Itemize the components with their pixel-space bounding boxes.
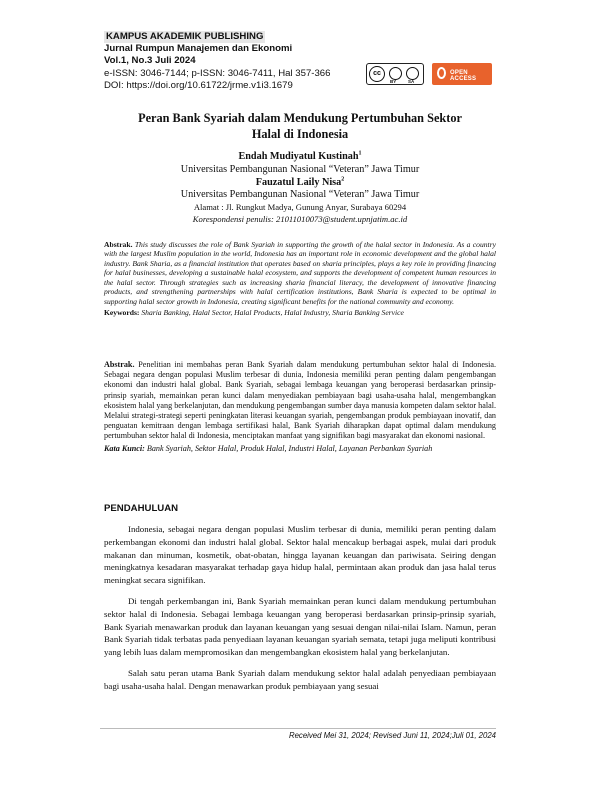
- abstract-en-label: Abstrak.: [104, 240, 133, 249]
- abstract-id-label: Abstrak.: [104, 360, 135, 369]
- doi-link[interactable]: DOI: https://doi.org/10.61722/jrme.v1i3.1679: [104, 79, 293, 91]
- sa-label: SA: [408, 79, 415, 84]
- author-2-sup: 2: [341, 176, 345, 183]
- author-1-sup: 1: [358, 150, 362, 157]
- paragraph: Salah satu peran utama Bank Syariah dalam mendukung sektor halal adalah penyediaan pembiayaan bagi usaha-usaha halal. Dengan menawarkan produk pembiayaan yang sesuai: [104, 667, 496, 691]
- license-badges: [366, 63, 492, 85]
- title-line-1: Peran Bank Syariah dalam Mendukung Pertumbuhan Sektor: [138, 111, 462, 125]
- paragraph: Di tengah perkembangan ini, Bank Syariah memainkan peran kunci dalam mendukung pertumbuhan sektor halal di Indonesia. Sebagai lembaga keuangan yang beroperasi berdasarkan prinsip-prinsip syariah, Bank Syariah menawarkan produk dan layanan keuangan yang sesuai dengan nilai-nilai Islam. Namun, peran Bank Syariah tidak terbatas pada penyediaan layanan keuangan syariah semata, tetapi juga meliputi kontribusi yang lebih luas dalam mempromosikan dan mengembangkan ekosistem halal yang berkelanjutan.: [104, 595, 496, 658]
- author-2-affiliation: Universitas Pembangunan Nasional “Veteran” Jawa Timur: [180, 189, 420, 201]
- paragraph: Indonesia, sebagai negara dengan populasi Muslim terbesar di dunia, memiliki peran penting dalam perkembangan ekonomi dan industri halal global. Sektor halal mencakup berbagai aspek, mulai dari produk makanan dan minuman, kosmetik, obat-obatan, hingga layanan keuangan dan pariwisata. Seiring dengan meningkatnya kesadaran masyarakat terhadap gaya hidup halal, permintaan akan produk dan jasa halal terus meningkat secara signifikan.: [104, 524, 496, 586]
- title-line-2: Halal di Indonesia: [251, 127, 349, 141]
- keywords-en: Sharia Banking, Halal Sector, Halal Products, Halal Industry, Sharia Banking Service: [141, 308, 404, 318]
- open-access-badge[interactable]: [432, 63, 492, 85]
- cc-label: cc: [369, 66, 385, 82]
- open-access-label: OPEN ACCESS: [450, 70, 477, 82]
- section-heading: PENDAHULUAN: [104, 503, 179, 514]
- author-2: [100, 177, 500, 190]
- abstract-english: [104, 240, 496, 318]
- cc-by-sa-icon[interactable]: [366, 63, 424, 85]
- correspondence-email[interactable]: Korespondensi penulis: 21011010073@student.upnjatim.ac.id: [192, 213, 408, 224]
- by-label: BY: [390, 79, 397, 84]
- received-dates: Received Mei 31, 2024; Revised Juni 11, 2024;Juli 01, 2024: [100, 728, 496, 740]
- keywords-id: Bank Syariah, Sektor Halal, Produk Halal, Industri Halal, Layanan Perbankan Syariah: [146, 443, 433, 453]
- keywords-id-label: Kata Kunci:: [104, 443, 145, 453]
- abstract-id-text: Penelitian ini membahas peran Bank Syariah dalam mendukung pertumbuhan sektor halal di Indonesia. Sebagai negara dengan populasi Muslim terbesar di dunia, Indonesia memiliki peran penting dalam pengembangan ekonomi dan industri halal global. Bank Syariah, sebagai lembaga keuangan yang beroperasi berdasarkan prinsip-prinsip syariah, memainkan peran kunci dalam menyediakan pembiayaan bagi usaha-usaha halal, mengembangkan ekosistem halal yang berkelanjutan, dan mendukung pengembangan sumber daya manusia kompeten dalam sektor halal. Melalui strategi-strategi seperti peningkatan literasi keuangan syariah, pengembangan produk pembiayaan inovatif, dan penguatan kemitraan dengan lembaga sertifikasi halal, Bank Syariah diharapkan dapat optimal dalam mendukung pertumbuhan sektor halal di Indonesia, menciptakan manfaat yang signifikan bagi masyarakat dan ekonomi nasional.: [104, 360, 497, 441]
- journal-header: [104, 31, 374, 92]
- abstract-indonesian: [104, 360, 496, 454]
- author-1-affiliation: Universitas Pembangunan Nasional “Veteran” Jawa Timur: [180, 163, 420, 175]
- body-text: [104, 523, 496, 701]
- open-access-lock-icon: [437, 67, 446, 79]
- abstract-en-text: This study discusses the role of Bank Syariah in supporting the growth of the halal sector in Indonesia. As a country with the largest Muslim population in the world, Indonesia has an important role in economic development and the global halal industry. Bank Sharia, as a financial institution that operates based on sharia principles, plays a key role in providing financing for halal businesses, developing a sustainable halal ecosystem, and supports the development of competent human resources in the halal sector. Through strategies such as increasing sharia financial literacy, the development of innovative financing products, and strengthening partnerships with halal certification institutions, Bank Sharia is expected to be optimal in supporting halal sector growth in Indonesia, creating significant benefits for the national community and economy.: [104, 240, 496, 306]
- author-1: [100, 151, 500, 164]
- issn-pages: e-ISSN: 3046-7144; p-ISSN: 3046-7411, Hal 357-366: [104, 67, 331, 79]
- journal-name: Jurnal Rumpun Manajemen dan Ekonomi: [104, 43, 293, 55]
- author-2-name: Fauzatul Laily Nisa: [255, 176, 342, 188]
- author-block: [100, 151, 500, 225]
- keywords-en-label: Keywords:: [104, 308, 140, 318]
- author-address: Alamat : Jl. Rungkut Madya, Gunung Anyar, Surabaya 60294: [193, 202, 407, 213]
- paper-title: [100, 110, 500, 142]
- volume-issue: Vol.1, No.3 Juli 2024: [104, 55, 196, 67]
- publisher-name: KAMPUS AKADEMIK PUBLISHING: [106, 31, 264, 42]
- author-1-name: Endah Mudiyatul Kustinah: [238, 151, 359, 162]
